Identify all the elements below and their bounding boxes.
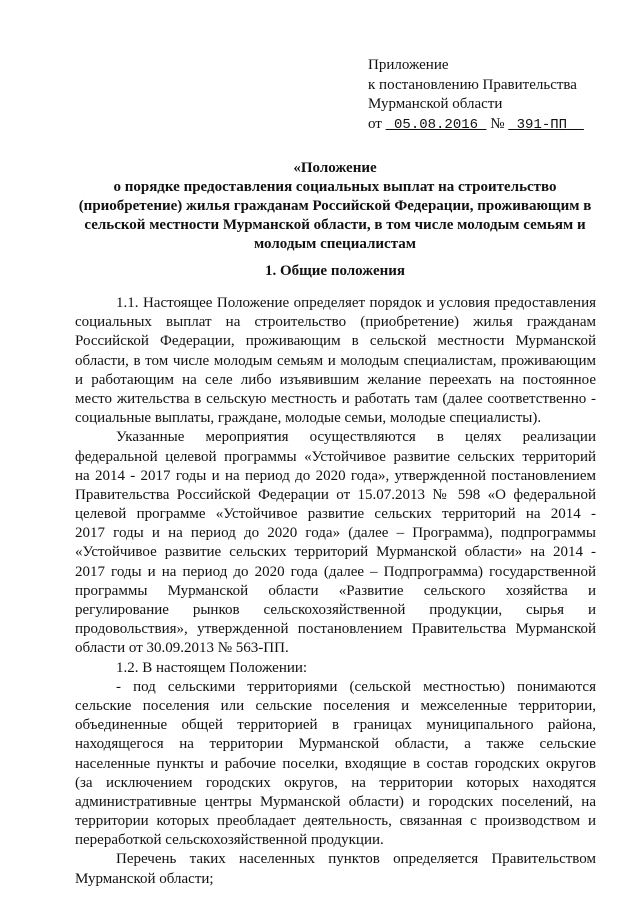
appendix-date-number (368, 115, 584, 136)
paragraph-line: - под сельскими территориями (сельской местностью) понимаются (116, 678, 596, 695)
number-label: № (490, 115, 505, 132)
decree-date: 05.08.2016 (394, 116, 479, 133)
paragraph-line: место жительства в сельскую местность и работать там (далее соответственно - (75, 390, 596, 407)
paragraph-line: социальные выплаты, граждане, молодые семьи, молодые специалисты). (75, 410, 542, 427)
paragraph-line: 2017 годы и на период до 2020 года» (далее – Программа), подпрограммы (75, 525, 596, 542)
paragraph-line: целевой программе «Устойчивое развитие сельских территорий на 2014 - (75, 506, 596, 523)
title-line: (приобретение) жилья гражданам Российской Федерации, проживающим в (78, 198, 592, 214)
title-line: «Положение (293, 160, 377, 176)
appendix-reference: к постановлению Правительства (368, 76, 577, 93)
paragraph-line: (за исключением городских округов, на территории которых находятся (75, 774, 596, 791)
paragraph-line: программы Мурманской области «Развитие сельского хозяйства и (75, 582, 596, 599)
paragraph-line: 1.2. В настоящем Положении: (116, 659, 308, 676)
paragraph-line: населенные пункты и рабочие поселки, входящие в состав городских округов (75, 755, 596, 772)
paragraph-line: Мурманской области; (75, 870, 214, 887)
paragraph-line: 2017 годы и на период до 2020 года (далее – Подпрограмма) государственной (75, 563, 596, 580)
title-line: о порядке предоставления социальных выплат на строительство (113, 179, 557, 195)
paragraph-line: Указанные мероприятия осуществляются в целях реализации (116, 429, 596, 446)
document-title (70, 159, 600, 254)
title-line: молодым специалистам (254, 236, 416, 252)
paragraph-line: Перечень таких населенных пунктов определяется Правительством (116, 851, 596, 868)
paragraph-line: находящегося на территории Мурманской области, а также сельские (75, 736, 596, 753)
paragraph-line: территории которых преобладает деятельность, связанная с производством и (75, 813, 596, 830)
paragraph-line: области, в том числе молодым семьям и молодым специалистам, проживающим (75, 352, 596, 369)
paragraph-line: социальных выплат на строительство (приобретение) жилья гражданам (75, 314, 596, 331)
decree-number: 391-ПП (516, 116, 568, 133)
appendix-title: Приложение (368, 57, 449, 73)
section-heading: 1. Общие положения (264, 263, 406, 279)
document-body (75, 294, 596, 889)
paragraph-line: 1.1. Настоящее Положение определяет порядок и условия предоставления (116, 295, 596, 311)
from-label: от (368, 115, 382, 132)
paragraph-line: федеральной целевой программы «Устойчивое развитие сельских территорий (75, 448, 596, 465)
paragraph-line: «Устойчивое развитие сельских территорий Мурманской области» на 2014 - (75, 544, 596, 561)
paragraph-line: Правительства Российской Федерации от 15.07.2013 № 598 «О федеральной (75, 486, 596, 503)
paragraph-line: сельские поселения или сельские поселения и межселенные территории, (75, 697, 596, 714)
paragraph-line: на 2014 - 2017 годы и на период до 2020 года», утвержденной постановлением (75, 467, 596, 484)
appendix-region: Мурманской области (368, 96, 503, 112)
title-line: сельской местности Мурманской области, в том числе молодым семьям и (84, 217, 586, 233)
paragraph-line: области от 30.09.2013 № 563-ПП. (75, 640, 289, 657)
appendix-block (368, 56, 584, 135)
paragraph-line: продовольствия», утвержденной постановлением Правительства Мурманской (75, 621, 596, 638)
paragraph-line: Российской Федерации, проживающим в сельской местности Мурманской (75, 333, 596, 350)
paragraph-line: переработкой сельскохозяйственной продукции. (75, 832, 384, 849)
paragraph-line: административные центры Мурманской области) и городских поселений, на (75, 793, 596, 810)
paragraph-line: объединенные общей территорией в границах муниципального района, (75, 717, 596, 734)
paragraph-line: регулирование рынков сельскохозяйственной продукции, сырья и (75, 602, 596, 618)
paragraph-line: и работающим на селе либо изъявившим желание переехать на постоянное (75, 371, 596, 388)
